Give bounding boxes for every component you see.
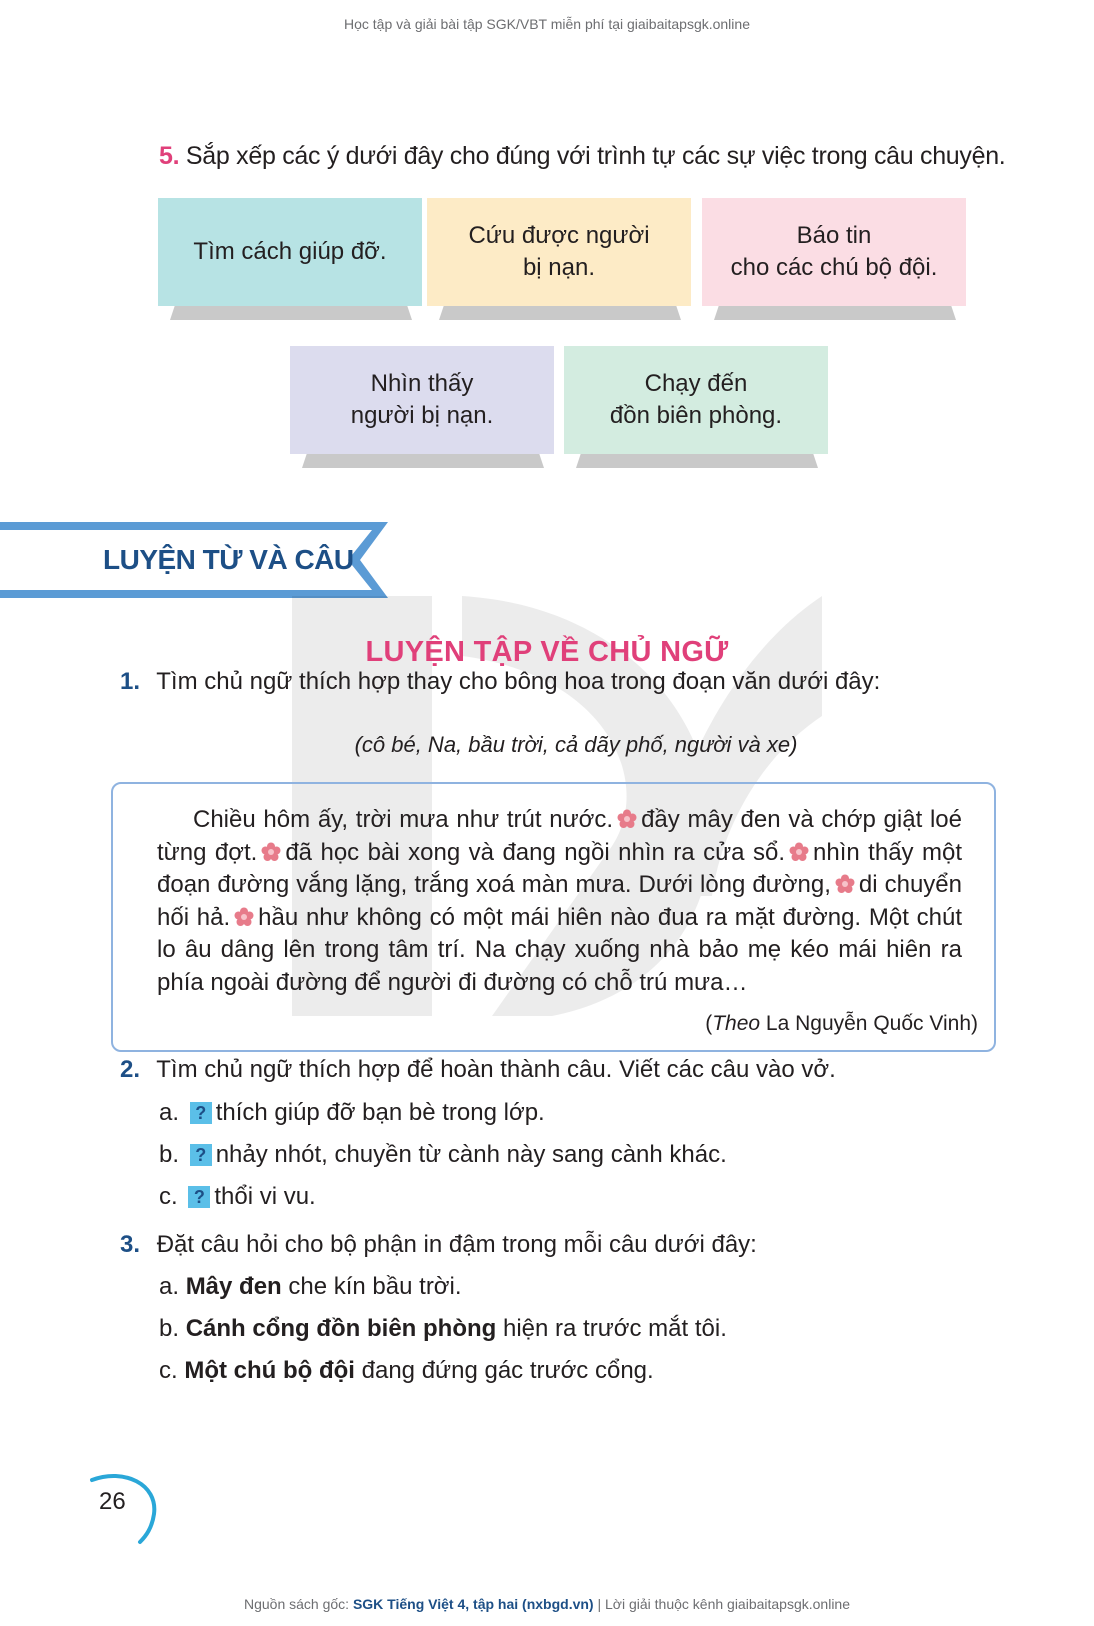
passage-part: đầy mây đen và chớp giật loé từng đợt. bbox=[157, 806, 962, 866]
flower-icon bbox=[617, 809, 637, 829]
citation-theo: Theo bbox=[712, 1012, 761, 1035]
question-text: Tìm chủ ngữ thích hợp để hoàn thành câu. Viết các câu vào vở. bbox=[156, 1056, 836, 1083]
q3-item-c bbox=[159, 1357, 654, 1385]
item-text: thích giúp đỡ bạn bè trong lớp. bbox=[215, 1099, 545, 1126]
item-label: c. bbox=[159, 1183, 178, 1210]
passage-part: di chuyển hối hả. bbox=[157, 871, 962, 931]
event-card-3 bbox=[702, 198, 966, 333]
item-label: b. bbox=[159, 1315, 180, 1342]
question-mark-icon: ? bbox=[190, 1102, 212, 1124]
top-banner: Học tập và giải bài tập SGK/VBT miễn phí tại giaibaitapsgk.online bbox=[344, 16, 750, 32]
passage-part: Chiều hôm ấy, trời mưa như trút nước. bbox=[193, 806, 614, 833]
event-card-5 bbox=[564, 346, 828, 481]
flower-icon bbox=[835, 874, 855, 894]
event-card-text: Nhìn thấy người bị nạn. bbox=[290, 346, 554, 454]
bold-subject: Mây đen bbox=[185, 1273, 282, 1300]
passage-box bbox=[111, 782, 996, 1052]
flower-icon bbox=[234, 907, 254, 927]
page-number: 26 bbox=[99, 1488, 126, 1515]
q2-item-c bbox=[159, 1183, 316, 1211]
passage-part: đã học bài xong và đang ngồi nhìn ra cửa sổ. bbox=[285, 838, 785, 866]
footer-suffix: | Lời giải thuộc kênh giaibaitapsgk.online bbox=[593, 1596, 851, 1612]
question-number: 3. bbox=[120, 1231, 141, 1258]
question-number: 2. bbox=[120, 1056, 141, 1083]
citation-open: ( bbox=[705, 1012, 713, 1035]
question-2 bbox=[120, 1056, 836, 1084]
passage-text bbox=[157, 804, 962, 999]
footer bbox=[0, 1596, 1094, 1612]
citation bbox=[705, 1012, 978, 1036]
citation-author: La Nguyễn Quốc Vinh) bbox=[760, 1012, 978, 1035]
question-5 bbox=[159, 142, 1005, 171]
item-text: thổi vi vu. bbox=[214, 1183, 316, 1210]
question-mark-icon: ? bbox=[190, 1144, 212, 1166]
event-card-text: Cứu được người bị nạn. bbox=[427, 198, 691, 306]
question-number: 5. bbox=[159, 142, 180, 170]
event-card-4 bbox=[290, 346, 554, 481]
footer-prefix: Nguồn sách gốc: bbox=[243, 1596, 353, 1612]
word-hint: (cô bé, Na, bầu trời, cả dãy phố, người và xe) bbox=[354, 732, 798, 757]
item-label: b. bbox=[159, 1141, 180, 1168]
item-text: nhảy nhót, chuyền từ cành này sang cành khác. bbox=[215, 1141, 727, 1168]
footer-source-link[interactable]: SGK Tiếng Việt 4, tập hai (nxbgd.vn) bbox=[352, 1596, 594, 1612]
question-text: Tìm chủ ngữ thích hợp thay cho bông hoa trong đoạn văn dưới đây: bbox=[156, 668, 881, 695]
item-label: a. bbox=[159, 1099, 180, 1126]
section-title: LUYỆN TỪ VÀ CÂU bbox=[103, 544, 354, 575]
item-text: đang đứng gác trước cổng. bbox=[354, 1357, 654, 1384]
event-card-text: Chạy đến đồn biên phòng. bbox=[564, 346, 828, 454]
q3-item-a bbox=[159, 1273, 462, 1301]
bold-subject: Một chú bộ đội bbox=[184, 1357, 355, 1384]
question-text: Đặt câu hỏi cho bộ phận in đậm trong mỗi câu dưới đây: bbox=[156, 1231, 757, 1258]
item-text: che kín bầu trời. bbox=[281, 1273, 462, 1300]
event-card-1 bbox=[158, 198, 422, 333]
question-number: 1. bbox=[120, 668, 141, 695]
question-mark-icon: ? bbox=[188, 1186, 210, 1208]
passage-part: hầu như không có một mái hiên nào đua ra mặt đường. Một chút lo âu dâng lên trong tâm trí. Na chạy xuống nhà bảo mẹ kéo mái hiên ra phía ngoài đường để người đi đường có chỗ trú mưa… bbox=[157, 903, 962, 996]
flower-icon bbox=[261, 842, 281, 862]
flower-icon bbox=[789, 842, 809, 862]
event-card-text: Tìm cách giúp đỡ. bbox=[158, 198, 422, 306]
item-text: hiện ra trước mắt tôi. bbox=[496, 1315, 727, 1342]
question-text: Sắp xếp các ý dưới đây cho đúng với trình tự các sự việc trong câu chuyện. bbox=[185, 142, 1006, 170]
question-3 bbox=[120, 1231, 757, 1259]
event-card-text: Báo tin cho các chú bộ đội. bbox=[702, 198, 966, 306]
q2-item-b bbox=[159, 1141, 727, 1169]
bold-subject: Cánh cổng đồn biên phòng bbox=[185, 1315, 497, 1342]
item-label: a. bbox=[159, 1273, 180, 1300]
q2-item-a bbox=[159, 1099, 545, 1127]
passage-part: nhìn thấy một đoạn đường vắng lặng, trắng xoá màn mưa. Dưới lòng đường, bbox=[157, 838, 963, 898]
q3-item-b bbox=[159, 1315, 727, 1343]
item-label: c. bbox=[159, 1357, 178, 1384]
lesson-title: LUYỆN TẬP VỀ CHỦ NGỮ bbox=[365, 636, 729, 668]
question-1 bbox=[120, 668, 880, 696]
event-card-2 bbox=[427, 198, 691, 333]
